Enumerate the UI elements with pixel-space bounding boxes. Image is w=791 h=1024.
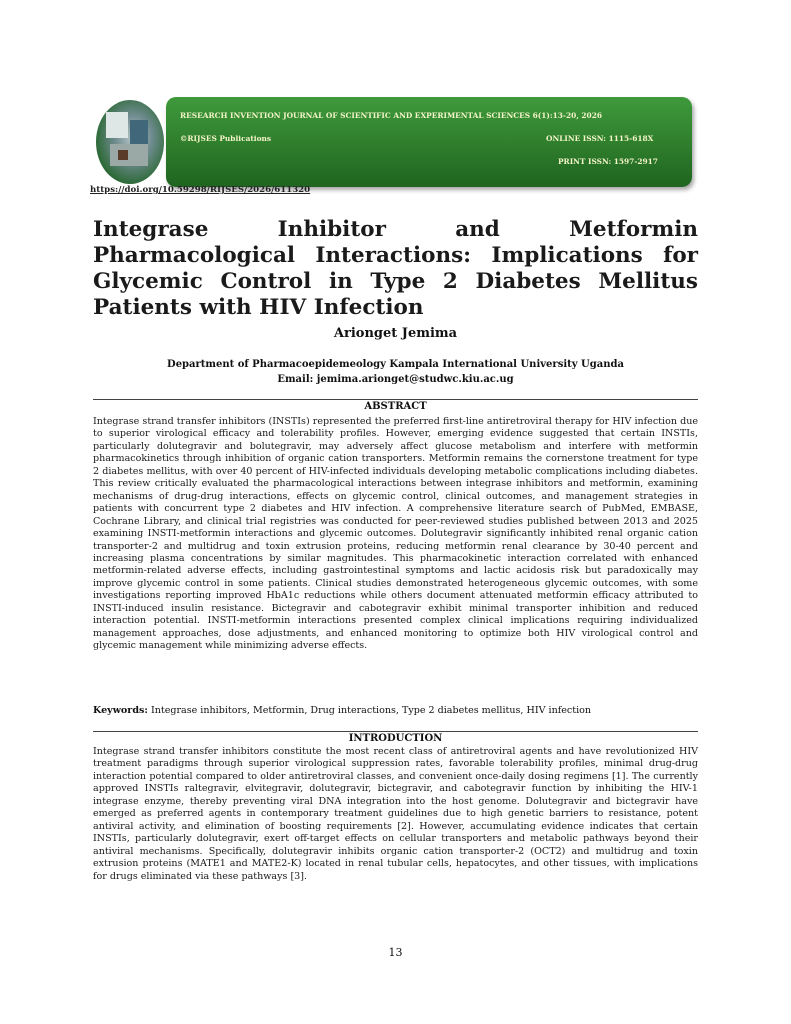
- publisher-name: ©RIJSES Publications: [180, 134, 272, 143]
- abstract-text: Integrase strand transfer inhibitors (INSTIs) represented the preferred first-line antiretroviral therapy for HIV infection due to superior virological efficacy and tolerability profiles. However, emerging evidence suggested that certain INSTIs, particularly dolutegravir and bolutegravir, may adversely affect glucose metabolism and interfere with metformin pharmacokinetics through inhibition of organic cation transporters. Metformin remains the cornerstone treatment for type 2 diabetes mellitus, with over 40 percent of HIV-infected individuals developing metabolic complications including diabetes. This review critically evaluated the pharmacological interactions between integrase inhibitors and metformin, examining mechanisms of drug-drug interactions, effects on glycemic control, clinical outcomes, and management strategies in patients with concurrent type 2 diabetes and HIV infection. A comprehensive literature search of PubMed, EMBASE, Cochrane Library, and clinical trial registries was conducted for peer-reviewed studies published between 2013 and 2025 examining INSTI-metformin interactions and glycemic outcomes. Dolutegravir significantly inhibited renal organic cation transporter-2 and multidrug and toxin extrusion proteins, reducing metformin renal clearance by 30-40 percent and increasing plasma concentrations by similar magnitudes. This pharmacokinetic interaction correlated with enhanced metformin-related adverse effects, including gastrointestinal symptoms and lactic acidosis risk but paradoxically may improve glycemic control in some patients. Clinical studies demonstrated heterogeneous glycemic outcomes, with some investigations reporting improved HbA1c reductions while others document attenuated metformin efficacy attributed to INSTI-induced insulin resistance. Bictegravir and cabotegravir exhibit minimal transporter inhibition and reduced interaction potential. INSTI-metformin interactions presented complex clinical implications requiring individualized management approaches, dose adjustments, and enhanced monitoring to optimize both HIV virological control and glycemic management while minimizing adverse effects.: [93, 416, 698, 652]
- journal-banner: [166, 97, 692, 187]
- author-email: Email: jemima.arionget@studwc.kiu.ac.ug: [277, 374, 514, 385]
- doi-link[interactable]: https://doi.org/10.59298/RIJSES/2026/611320: [90, 185, 311, 195]
- article-title: Integrase Inhibitor and Metformin Pharmacological Interactions: Implications for Glycemic Control in Type 2 Diabetes Mellitus Patients with HIV Infection: [93, 217, 698, 320]
- abstract-top-divider: [93, 399, 698, 400]
- page-number: 13: [388, 946, 403, 959]
- author-affiliation-block: [0, 357, 791, 387]
- author-name: Arionget Jemima: [333, 326, 458, 341]
- abstract-heading: ABSTRACT: [364, 401, 427, 412]
- keywords-list: Integrase inhibitors, Metformin, Drug interactions, Type 2 diabetes mellitus, HIV infection: [147, 705, 592, 716]
- introduction-heading: INTRODUCTION: [348, 733, 443, 744]
- keywords-line: [93, 704, 698, 717]
- print-issn: PRINT ISSN: 1597-2917: [558, 157, 658, 166]
- affiliation: Department of Pharmacoepidemeology Kampala International University Uganda: [167, 359, 624, 370]
- introduction-top-divider: [93, 731, 698, 732]
- online-issn: ONLINE ISSN: 1115-618X: [546, 134, 654, 143]
- keywords-label: Keywords:: [93, 705, 148, 716]
- journal-logo: [96, 100, 164, 184]
- introduction-text: Integrase strand transfer inhibitors constitute the most recent class of antiretroviral agents and have revolutionized HIV treatment paradigms through superior virological suppression rates, favorable tolerability profiles, minimal drug-drug interaction potential compared to older antiretroviral classes, and convenient once-daily dosing regimens [1]. The currently approved INSTIs raltegravir, elvitegravir, dolutegravir, bictegravir, and cabotegravir function by inhibiting the HIV-1 integrase enzyme, thereby preventing viral DNA integration into the host genome. Dolutegravir and bictegravir have emerged as preferred agents in contemporary treatment guidelines due to high genetic barriers to resistance, potent antiviral activity, and elimination of boosting requirements [2]. However, accumulating evidence indicates that certain INSTIs, particularly dolutegravir, exert off-target effects on cellular transporters and metabolic pathways beyond their antiviral mechanisms. Specifically, dolutegravir inhibits organic cation transporter-2 (OCT2) and multidrug and toxin extrusion proteins (MATE1 and MATE2-K) located in renal tubular cells, hepatocytes, and other tissues, with implications for drugs eliminated via these pathways [3].: [93, 746, 698, 882]
- journal-citation: RESEARCH INVENTION JOURNAL OF SCIENTIFIC AND EXPERIMENTAL SCIENCES 6(1):13-20, 2026: [180, 111, 602, 120]
